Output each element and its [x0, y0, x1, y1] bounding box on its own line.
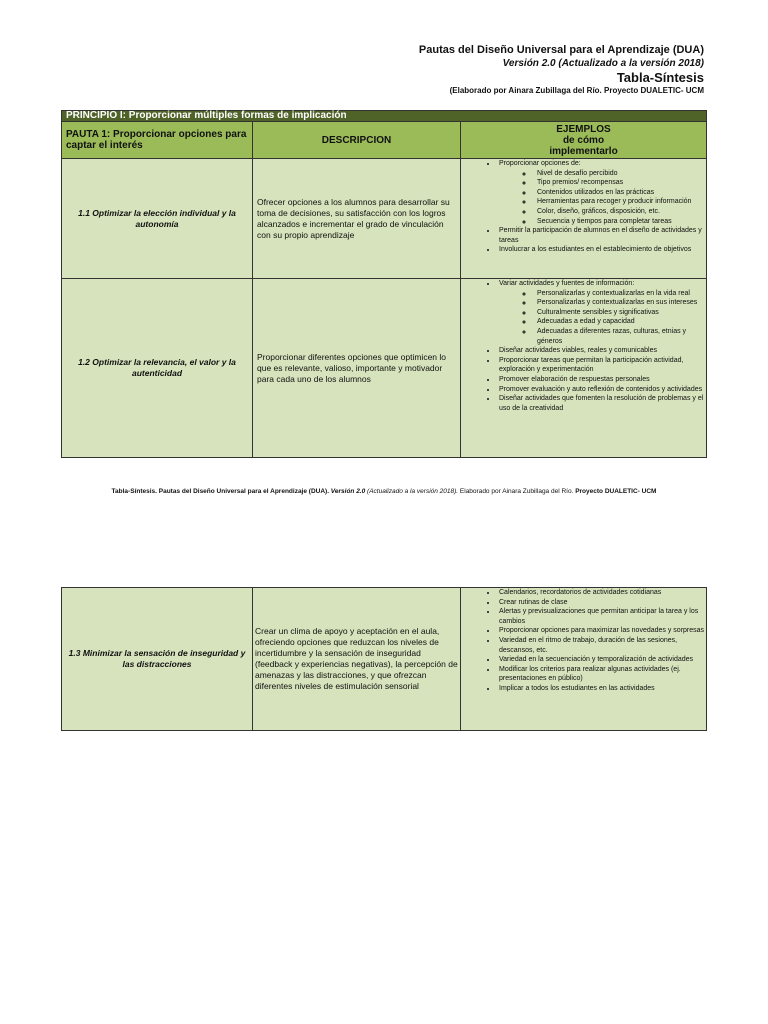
example-item: • Involucrar a los estudiantes en el establecimiento de objetivos: [497, 245, 706, 255]
example-sublist: [499, 289, 706, 347]
table-row: [62, 588, 707, 731]
checkpoint-examples: [461, 159, 707, 279]
example-subitem: ◦ Color, diseño, gráficos, disposición, etc.: [533, 207, 706, 217]
checkpoint-examples: [461, 588, 707, 731]
checkpoint-description: Ofrecer opciones a los alumnos para desarrollar su toma de decisiones, su satisfacción con los logros alcanzados e incrementar el grado de vinculación con su propio aprendizaje: [253, 159, 461, 279]
footer-version: Versión 2.0: [329, 488, 366, 495]
example-subitem: ◦ Adecuadas a diferentes razas, culturas, etnias y géneros: [533, 327, 706, 346]
guideline-header: PAUTA 1: Proporcionar opciones para captar el interés: [62, 122, 253, 159]
example-item: • Promover elaboración de respuestas personales: [497, 375, 706, 385]
example-item: • Variedad en el ritmo de trabajo, duración de las sesiones, descansos, etc.: [497, 636, 706, 655]
checkpoint-title: 1.1 Optimizar la elección individual y la autonomía: [62, 159, 253, 279]
page-footer: [0, 488, 768, 495]
examples-list: [461, 588, 706, 694]
example-item: [497, 159, 706, 226]
example-item: • Diseñar actividades viables, reales y comunicables: [497, 346, 706, 356]
checkpoint-examples: [461, 279, 707, 458]
example-text: Proporcionar opciones de:: [499, 160, 581, 167]
document-version: Versión 2.0 (Actualizado a la versión 2018): [502, 58, 704, 69]
example-subitem: ◦ Culturalmente sensibles y significativas: [533, 308, 706, 318]
checkpoint-description: Proporcionar diferentes opciones que optimicen lo que es relevante, valioso, importante y motivador para cada uno de los alumnos: [253, 279, 461, 458]
principle-heading: PRINCIPIO I: Proporcionar múltiples formas de implicación: [62, 111, 707, 122]
footer-project: Proyecto DUALETIC- UCM: [573, 488, 657, 495]
example-sublist: [499, 169, 706, 227]
document-credit: (Elaborado por Ainara Zubillaga del Río. Proyecto DUALETIC- UCM: [449, 86, 704, 95]
example-subitem: ◦ Adecuadas a edad y capacidad: [533, 317, 706, 327]
table-row: [62, 159, 707, 279]
example-item: • Diseñar actividades que fomenten la resolución de problemas y el uso de la creatividad: [497, 394, 706, 413]
example-text: Variar actividades y fuentes de información:: [499, 280, 635, 287]
example-item: • Implicar a todos los estudiantes en las actividades: [497, 684, 706, 694]
examples-list: [461, 159, 706, 255]
examples-list: [461, 279, 706, 413]
footer-author: Elaborado por Ainara Zubillaga del Río.: [458, 488, 574, 495]
example-item: • Calendarios, recordatorios de actividades cotidianas: [497, 588, 706, 598]
checkpoint-title: 1.3 Minimizar la sensación de inseguridad y las distracciones: [62, 588, 253, 731]
example-item: • Variedad en la secuenciación y temporalización de actividades: [497, 655, 706, 665]
examples-header-line: EJEMPLOS: [556, 124, 611, 135]
example-item: • Alertas y previsualizaciones que permitan anticipar la tarea y los cambios: [497, 607, 706, 626]
example-subitem: ◦ Contenidos utilizados en las prácticas: [533, 188, 706, 198]
description-header: DESCRIPCION: [253, 122, 461, 159]
document-subject: Pautas del Diseño Universal para el Aprendizaje (DUA): [418, 44, 704, 56]
checkpoint-description: Crear un clima de apoyo y aceptación en el aula, ofreciendo opciones que reduzcan los niveles de incertidumbre y la sensación de inseguridad (feedback y experiencias negativas), la percepción de amenazas y las distracciones, y que ofrezcan diferentes niveles de estimulación sensorial: [253, 588, 461, 731]
examples-header-line: implementarlo: [549, 146, 618, 157]
examples-header-line: de cómo: [562, 135, 605, 146]
example-item: • Crear rutinas de clase: [497, 598, 706, 608]
footer-title: Tabla-Síntesis. Pautas del Diseño Universal para el Aprendizaje (DUA).: [111, 488, 329, 495]
example-subitem: ◦ Personalizarlas y contextualizarlas en sus intereses: [533, 298, 706, 308]
example-subitem: ◦ Personalizarlas y contextualizarlas en la vida real: [533, 289, 706, 299]
example-item: • Modificar los criterios para realizar algunas actividades (ej. presentaciones en público): [497, 665, 706, 684]
example-subitem: ◦ Nivel de desafío percibido: [533, 169, 706, 179]
summary-table: [61, 110, 707, 458]
example-subitem: ◦ Tipo premios/ recompensas: [533, 178, 706, 188]
document-title: Tabla-Síntesis: [616, 70, 704, 85]
example-subitem: ◦ Herramientas para recoger y producir información: [533, 197, 706, 207]
checkpoint-title: 1.2 Optimizar la relevancia, el valor y la autenticidad: [62, 279, 253, 458]
table-row: [62, 279, 707, 458]
example-item: • Proporcionar opciones para maximizar las novedades y sorpresas: [497, 626, 706, 636]
summary-table-continued: [61, 587, 707, 731]
footer-update: (Actualizado a la versión 2018).: [365, 488, 459, 495]
example-item: • Promover evaluación y auto reflexión de contenidos y actividades: [497, 385, 706, 395]
examples-header: [461, 122, 707, 159]
example-item: • Permitir la participación de alumnos en el diseño de actividades y tareas: [497, 226, 706, 245]
example-item: • Proporcionar tareas que permitan la participación actividad, exploración y experimentación: [497, 356, 706, 375]
example-subitem: ◦ Secuencia y tiempos para completar tareas: [533, 217, 706, 227]
example-item: [497, 279, 706, 346]
